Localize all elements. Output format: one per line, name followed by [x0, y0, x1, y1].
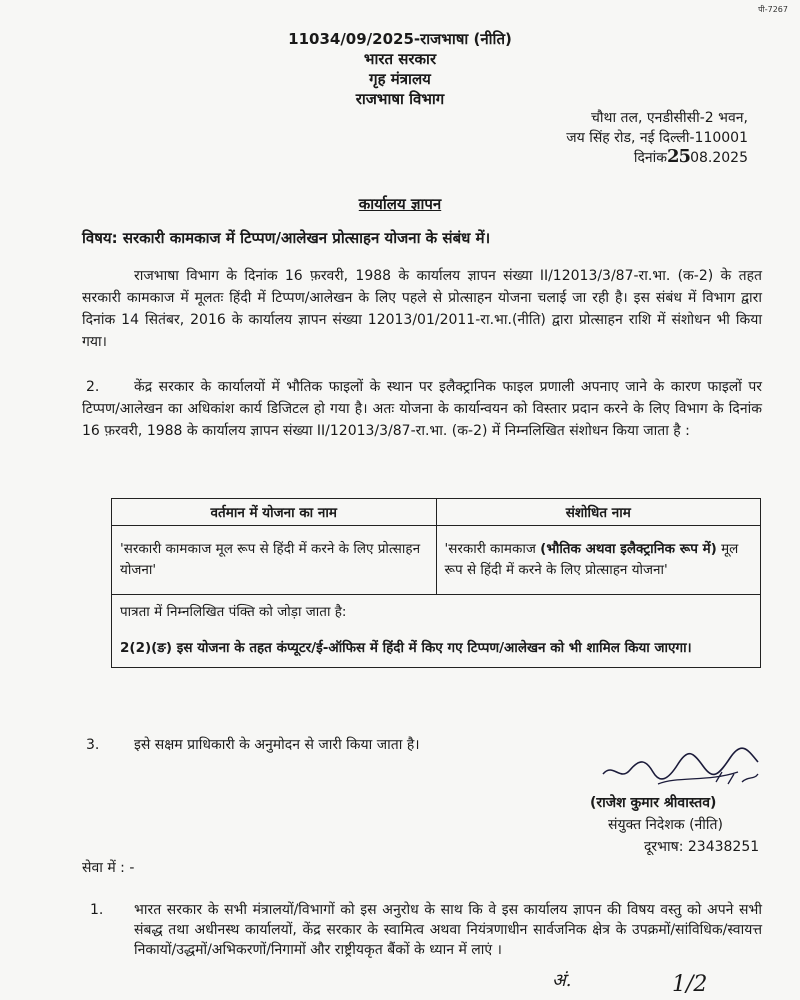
- signatory-phone: दूरभाष: 23438251: [644, 839, 760, 855]
- col-revised-name-header: संशोधित नाम: [436, 499, 761, 526]
- distribution-item-text: भारत सरकार के सभी मंत्रालयों/विभागों को इस अनुरोध के साथ कि वे इस कार्यालय ज्ञापन की विषय वस्तु को अपने सभी संबद्ध तथा अधीनस्थ कार्यालयों, केंद्र सरकार के स्वामित्व अथवा नियंत्रणाधीन सार्वजनिक क्षेत्र के उपक्रमों/सांविधिक/स्वायत्त निकायों/उद्धमों/अभिकरणों/निगामों और राष्ट्रीयकृत बैंकों के ध्यान में लाएं ।: [134, 902, 762, 958]
- file-number: 11034/09/2025-राजभाषा (नीति): [288, 30, 512, 48]
- date-day-handwritten: 25: [667, 146, 691, 167]
- page-number: 1/2: [672, 972, 708, 997]
- revised-scheme-name: 'सरकारी कामकाज (भौतिक अथवा इलैक्ट्रानिक रूप में) मूल रूप से हिंदी में करने के लिए प्रोत्साहन योजना': [436, 526, 761, 595]
- distribution-item-number: 1.: [90, 902, 104, 918]
- signatory-designation: संयुक्त निदेशक (नीति): [608, 817, 723, 833]
- date-month-year: 08.2025: [690, 150, 748, 166]
- memo-subject: विषय: सरकारी कामकाज में टिप्पण/आलेखन प्रोत्साहन योजना के संबंध में।: [82, 229, 491, 247]
- signatory-name: (राजेश कुमार श्रीवास्तव): [590, 795, 717, 811]
- paragraph-2-number: 2.: [86, 379, 100, 395]
- government-name: भारत सरकार: [363, 50, 437, 68]
- paragraph-3-number: 3.: [86, 737, 100, 753]
- memo-date: [634, 146, 748, 167]
- paragraph-3: 3. इसे सक्षम प्राधिकारी के अनुमोदन से जारी किया जाता है।: [82, 734, 762, 756]
- date-label: दिनांक: [633, 150, 668, 166]
- handwritten-initials: अं.: [552, 970, 572, 991]
- eligibility-intro: पात्रता में निम्नलिखित पंक्ति को जोड़ा जाता है:: [120, 604, 347, 620]
- eligibility-row: [112, 595, 761, 668]
- memo-title: कार्यालय ज्ञापन: [358, 195, 442, 213]
- amendment-table: [111, 498, 761, 668]
- department-name: राजभाषा विभाग: [355, 90, 445, 108]
- address-line-1: चौथा तल, एनडीसीसी-2 भवन,: [591, 110, 748, 126]
- signatory-block: [590, 792, 759, 858]
- current-scheme-name: 'सरकारी कामकाज मूल रूप से हिंदी में करने के लिए प्रोत्साहन योजना': [112, 526, 437, 595]
- eligibility-clause: 2(2)(ङ) इस योजना के तहत कंप्यूटर/ई-ऑफिस में हिंदी में किए गए टिप्पण/आलेखन को भी शामिल किया जाएगा।: [120, 640, 692, 656]
- col-current-name-header: वर्तमान में योजना का नाम: [112, 499, 437, 526]
- paragraph-2: 2. केंद्र सरकार के कार्यालयों में भौतिक फाइलों के स्थान पर इलैक्ट्रानिक फाइल प्रणाली अपनाए जाने के कारण फाइलों पर टिप्पण/आलेखन का अधिकांश कार्य डिजिटल हो गया है। अतः योजना के कार्यान्वयन को विस्तार प्रदान करने के लिए विभाग के दिनांक 16 फ़रवरी, 1988 के कार्यालय ज्ञापन संख्या II/12013/3/87-रा.भा. (क-2) में निम्नलिखित संशोधन किया जाता है :: [82, 376, 762, 442]
- reference-mark: पी-7267: [758, 5, 788, 14]
- paragraph-1: राजभाषा विभाग के दिनांक 16 फ़रवरी, 1988 के कार्यालय ज्ञापन संख्या II/12013/3/87-रा.भा. (क-2) के तहत सरकारी कामकाज में मूलतः हिंदी में टिप्पण/आलेखन के लिए पहले से प्रोत्साहन योजना चलाई जा रही है। इस संबंध में विभाग द्वारा दिनांक 14 सितंबर, 2016 के कार्यालय ज्ञापन संख्या 12013/01/2011-रा.भा.(नीति) द्वारा प्रोत्साहन राशि में संशोधन भी किया गया।: [82, 268, 762, 350]
- ministry-name: गृह मंत्रालय: [369, 70, 431, 88]
- handwritten-signature: [598, 742, 768, 792]
- address-line-2: जय सिंह रोड, नई दिल्ली-110001: [566, 130, 748, 146]
- distribution-heading: सेवा में : -: [82, 860, 135, 876]
